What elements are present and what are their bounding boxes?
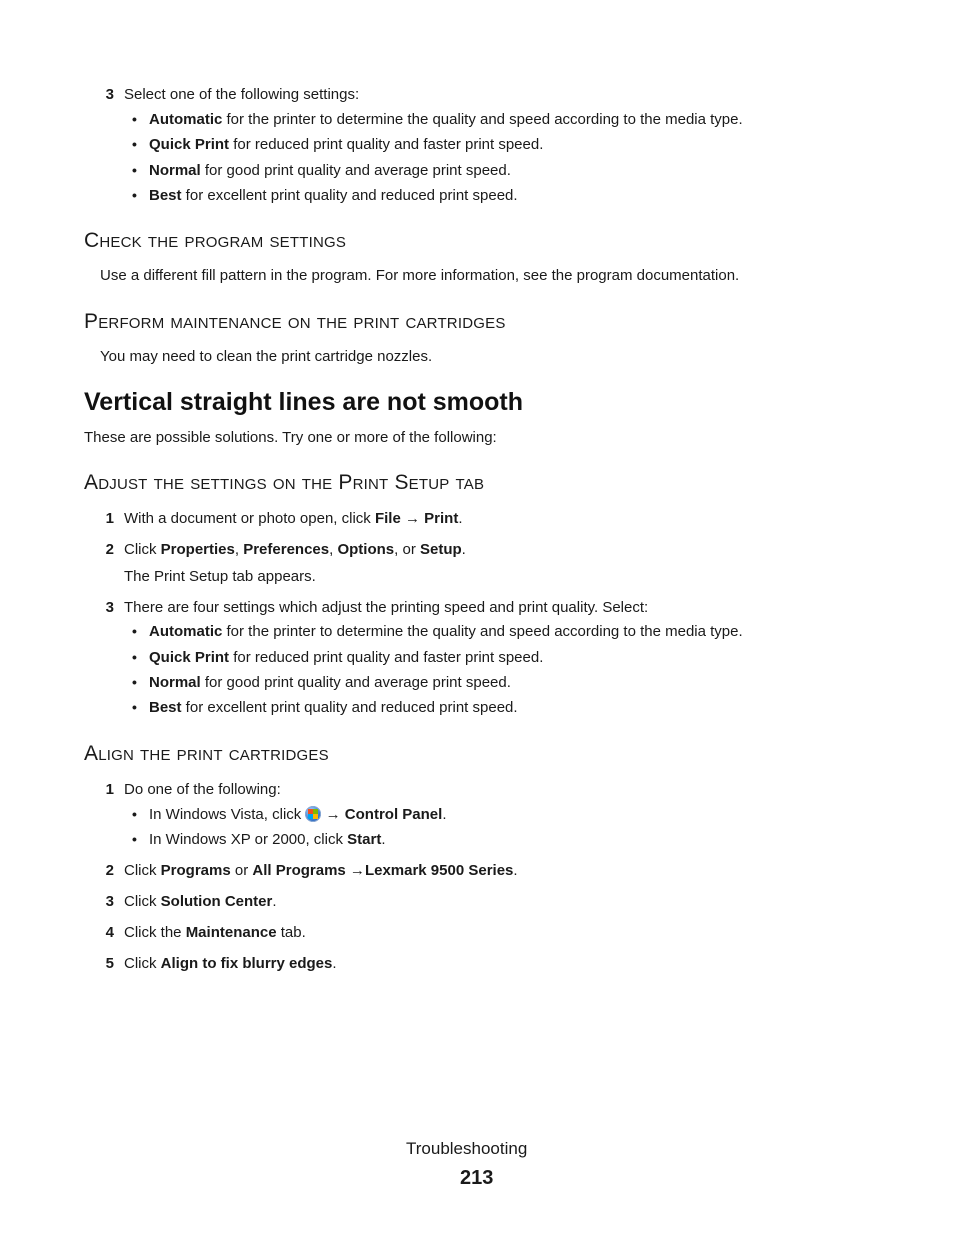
bullet-dot: • (132, 162, 137, 178)
step-number: 5 (105, 955, 114, 972)
step-text: Select one of the following settings: (124, 86, 360, 103)
step-number: 1 (105, 781, 114, 798)
bullet-item: Best for excellent print quality and reduced print speed. (149, 187, 518, 204)
section-body: Use a different fill pattern in the program. For more information, see the program documentation. (100, 267, 740, 284)
bullet-dot: • (132, 831, 137, 847)
step-text: Click the Maintenance tab. (124, 924, 306, 941)
arrow-icon: → (400, 510, 425, 527)
step-text: There are four settings which adjust the printing speed and print quality. Select: (124, 599, 649, 616)
bullet-item: Normal for good print quality and average print speed. (149, 162, 511, 179)
bullet-item: Automatic for the printer to determine the quality and speed according to the media type. (149, 623, 743, 640)
step-number: 2 (105, 862, 114, 879)
bullet-dot: • (132, 674, 137, 690)
step-number: 3 (105, 86, 114, 103)
step-text: Click Solution Center. (124, 893, 277, 910)
step-number: 4 (105, 924, 114, 941)
bullet-dot: • (132, 806, 137, 822)
arrow-icon: → (345, 862, 365, 879)
step-number: 2 (105, 541, 114, 558)
step-number: 3 (105, 893, 114, 910)
step-text: Click Programs or All Programs →Lexmark 9500 Series. (124, 862, 518, 879)
bullet-dot: • (132, 111, 137, 127)
step-text: With a document or photo open, click File → Print. (124, 510, 463, 527)
page-number: 213 (460, 1167, 494, 1189)
bullet-item: In Windows XP or 2000, click Start. (149, 831, 386, 848)
bullet-item: Quick Print for reduced print quality and faster print speed. (149, 136, 544, 153)
page-title: Vertical straight lines are not smooth (84, 388, 524, 416)
footer-section-label: Troubleshooting (406, 1139, 528, 1158)
step-note: The Print Setup tab appears. (124, 568, 316, 585)
bullet-dot: • (132, 649, 137, 665)
bullet-item: Best for excellent print quality and reduced print speed. (149, 699, 518, 716)
step-text: Click Properties, Preferences, Options, or Setup. (124, 541, 466, 558)
section-heading-perform-maintenance: Perform maintenance on the print cartridges (84, 310, 506, 333)
bullet-item: In Windows Vista, click → Control Panel. (149, 806, 447, 823)
step-text: Click Align to fix blurry edges. (124, 955, 337, 972)
section-heading-align-cartridges: Align the print cartridges (84, 742, 329, 765)
step-number: 1 (105, 510, 114, 527)
bullet-item: Automatic for the printer to determine the quality and speed according to the media type. (149, 111, 743, 128)
windows-start-icon (305, 806, 321, 822)
bullet-dot: • (132, 187, 137, 203)
bullet-item: Quick Print for reduced print quality and faster print speed. (149, 649, 544, 666)
section-body: You may need to clean the print cartridge nozzles. (100, 348, 433, 365)
step-text: Do one of the following: (124, 781, 281, 798)
bullet-dot: • (132, 136, 137, 152)
intro-text: These are possible solutions. Try one or more of the following: (84, 429, 497, 446)
step-number: 3 (105, 599, 114, 616)
bullet-item: Normal for good print quality and average print speed. (149, 674, 511, 691)
bullet-dot: • (132, 699, 137, 715)
bullet-dot: • (132, 623, 137, 639)
section-heading-check-program: Check the program settings (84, 229, 347, 252)
section-heading-adjust-settings: Adjust the settings on the Print Setup tab (84, 471, 485, 494)
arrow-icon: → (321, 806, 345, 823)
